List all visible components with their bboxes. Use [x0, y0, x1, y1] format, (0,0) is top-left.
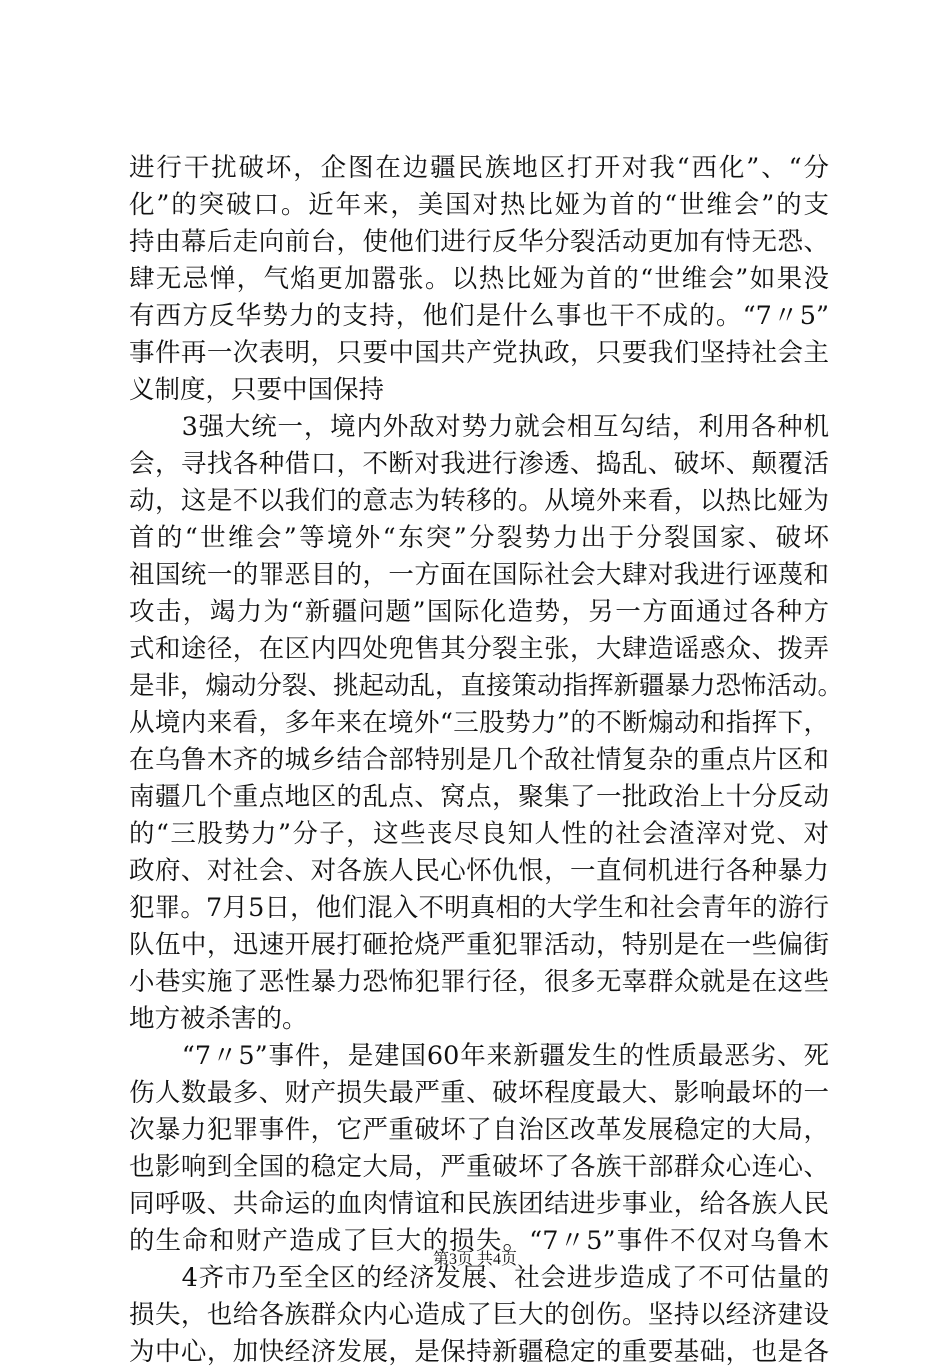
text-line: 犯罪。7月5日，他们混入不明真相的大学生和社会青年的游行 [129, 893, 829, 923]
text-line: 持由幕后走向前台，使他们进行反华分裂活动更加有恃无恐、 [129, 227, 829, 257]
text-line: “7〃5”事件，是建国60年来新疆发生的性质最恶劣、死 [129, 1041, 829, 1071]
body-text [129, 150, 844, 1371]
text-line: 义制度，只要中国保持 [129, 375, 385, 405]
text-line: 的生命和财产造成了巨大的损失。“7〃5”事件不仅对乌鲁木 [129, 1226, 829, 1256]
text-line: 3强大统一，境内外敌对势力就会相互勾结，利用各种机 [129, 412, 829, 442]
page-footer: 第3页 共4页 [432, 1251, 517, 1268]
text-line: 伤人数最多、财产损失最严重、破坏程度最大、影响最坏的一 [129, 1078, 829, 1108]
text-line: 政府、对社会、对各族人民心怀仇恨，一直伺机进行各种暴力 [129, 856, 829, 886]
text-line: 式和途径，在区内四处兜售其分裂主张，大肆造谣惑众、拨弄 [129, 634, 829, 664]
text-line: 进行干扰破坏，企图在边疆民族地区打开对我“西化”、“分 [129, 153, 829, 183]
text-line: 4齐市乃至全区的经济发展、社会进步造成了不可估量的 [129, 1263, 829, 1293]
text-line: 化”的突破口。近年来，美国对热比娅为首的“世维会”的支 [129, 190, 829, 220]
text-line: 队伍中，迅速开展打砸抢烧严重犯罪活动，特别是在一些偏街 [129, 930, 829, 960]
text-line: 地方被杀害的。 [129, 1004, 308, 1034]
text-line: 次暴力犯罪事件，它严重破坏了自治区改革发展稳定的大局， [129, 1115, 829, 1145]
text-line: 也影响到全国的稳定大局，严重破坏了各族干部群众心连心、 [129, 1152, 829, 1182]
text-line: 为中心，加快经济发展，是保持新疆稳定的重要基础，也是各 [129, 1337, 829, 1367]
text-line: 肆无忌惮，气焰更加嚣张。以热比娅为首的“世维会”如果没 [129, 264, 829, 294]
text-line: 南疆几个重点地区的乱点、窝点，聚集了一批政治上十分反动 [129, 782, 829, 812]
text-line: 是非，煽动分裂、挑起动乱，直接策动指挥新疆暴力恐怖活动。 [129, 671, 844, 701]
text-line: 从境内来看，多年来在境外“三股势力”的不断煽动和指挥下， [129, 708, 829, 738]
text-line: 动，这是不以我们的意志为转移的。从境外来看，以热比娅为 [129, 486, 829, 516]
text-line: 的“三股势力”分子，这些丧尽良知人性的社会渣滓对党、对 [129, 819, 829, 849]
text-line: 会，寻找各种借口，不断对我进行渗透、捣乱、破坏、颠覆活 [129, 449, 829, 479]
text-line: 祖国统一的罪恶目的，一方面在国际社会大肆对我进行诬蔑和 [129, 560, 829, 590]
text-line: 小巷实施了恶性暴力恐怖犯罪行径，很多无辜群众就是在这些 [129, 967, 829, 997]
text-line: 首的“世维会”等境外“东突”分裂势力出于分裂国家、破坏 [129, 523, 829, 553]
text-line: 攻击，竭力为“新疆问题”国际化造势，另一方面通过各种方 [129, 597, 829, 627]
text-line: 事件再一次表明，只要中国共产党执政，只要我们坚持社会主 [129, 338, 829, 368]
text-line: 有西方反华势力的支持，他们是什么事也干不成的。“7〃5” [129, 301, 829, 331]
text-line: 同呼吸、共命运的血肉情谊和民族团结进步事业，给各族人民 [129, 1189, 829, 1219]
text-line: 损失，也给各族群众内心造成了巨大的创伤。坚持以经济建设 [129, 1300, 829, 1330]
text-line: 在乌鲁木齐的城乡结合部特别是几个敌社情复杂的重点片区和 [129, 745, 829, 775]
